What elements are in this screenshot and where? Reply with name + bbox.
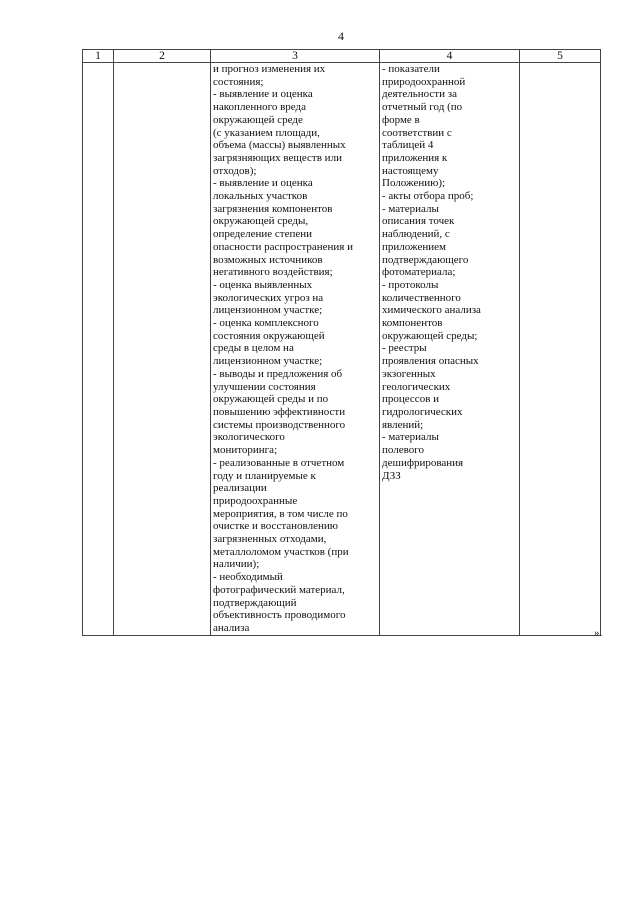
text-line: природоохранной — [382, 75, 466, 88]
cell-col-3 — [211, 63, 380, 636]
text-line: окружающей среды и по — [213, 393, 329, 406]
text-line: системы производственного — [213, 418, 346, 431]
text-line: наличии); — [213, 558, 260, 571]
text-line: реализации — [213, 482, 267, 495]
text-line: фотоматериала; — [382, 266, 456, 279]
header-col-1: 1 — [83, 50, 114, 63]
text-line: определение степени — [213, 228, 312, 241]
text-line: металлоломом участков (при — [213, 545, 349, 558]
text-line: гидрологических — [382, 405, 463, 418]
text-line: улучшении состояния — [213, 380, 316, 393]
text-line: окружающей среды; — [382, 329, 478, 342]
text-line: - материалы — [382, 202, 439, 215]
text-line: (с указанием площади, — [213, 126, 320, 139]
text-line: дешифрирования — [382, 456, 464, 469]
text-line: форме в — [382, 113, 420, 126]
text-line: - оценка выявленных — [213, 278, 313, 291]
text-line: ДЗЗ — [382, 469, 401, 482]
text-line: экологического — [213, 431, 285, 444]
text-line: - оценка комплексного — [213, 317, 319, 330]
text-line: мероприятия, в том числе по — [213, 507, 348, 520]
text-line: объема (массы) выявленных — [213, 139, 346, 152]
text-line: фотографический материал, — [213, 583, 345, 596]
text-line: состояния окружающей — [213, 329, 325, 342]
text-line: и прогноз изменения их — [213, 63, 326, 75]
text-line: геологических — [382, 380, 451, 393]
text-line: химического анализа — [382, 304, 481, 317]
text-line: подтверждающего — [382, 253, 469, 266]
text-line: - акты отбора проб; — [382, 190, 474, 203]
page-number: 4 — [338, 29, 344, 43]
text-line: окружающей среде — [213, 113, 303, 126]
text-line: накопленного вреда — [213, 101, 306, 114]
cell-col-5 — [520, 63, 601, 636]
text-line: процессов и — [382, 393, 440, 406]
text-line: явлений; — [382, 418, 424, 431]
text-line: опасности распространения и — [213, 240, 354, 253]
header-col-2: 2 — [114, 50, 211, 63]
text-line: лицензионном участке; — [213, 355, 323, 368]
text-line: полевого — [382, 444, 424, 457]
text-line: Положению); — [382, 177, 446, 190]
text-line: таблицей 4 — [382, 139, 434, 152]
text-line: загрязнения компонентов — [213, 202, 333, 215]
text-line: локальных участков — [213, 190, 308, 203]
text-line: - материалы — [382, 431, 439, 444]
text-line: отчетный год (по — [382, 101, 463, 114]
text-line: природоохранные — [213, 494, 298, 507]
text-line: очистке и восстановлению — [213, 520, 338, 533]
document-table — [82, 49, 601, 636]
text-line: экзогенных — [382, 367, 436, 380]
text-line: окружающей среды, — [213, 215, 309, 228]
text-line: наблюдений, с — [382, 228, 450, 241]
text-line: - реализованные в отчетном — [213, 456, 345, 469]
header-col-4: 4 — [380, 50, 520, 63]
cell-col-2 — [114, 63, 211, 636]
text-line: повышению эффективности — [213, 405, 346, 418]
cell-col-1 — [83, 63, 114, 636]
header-col-3: 3 — [211, 50, 380, 63]
text-line: количественного — [382, 291, 461, 304]
text-line: мониторинга; — [213, 444, 278, 457]
text-line: негативного воздействия; — [213, 266, 333, 279]
text-line: - показатели — [382, 63, 440, 75]
text-line: подтверждающий — [213, 596, 297, 609]
text-line: анализа — [213, 621, 250, 634]
text-line: возможных источников — [213, 253, 323, 266]
cell-col-4 — [380, 63, 520, 636]
text-line: - выявление и оценка — [213, 177, 313, 190]
text-line: лицензионном участке; — [213, 304, 323, 317]
text-line: - выявление и оценка — [213, 88, 313, 101]
table-header-row — [83, 50, 601, 63]
text-line: описания точек — [382, 215, 455, 228]
text-line: загрязняющих веществ или — [213, 151, 342, 164]
text-line: деятельности за — [382, 88, 457, 101]
text-line: загрязненных отходами, — [213, 533, 327, 546]
text-line: экологических угроз на — [213, 291, 324, 304]
text-line: приложением — [382, 240, 446, 253]
text-line: настоящему — [382, 164, 439, 177]
text-line: - необходимый — [213, 571, 283, 584]
text-line: соответствии с — [382, 126, 452, 139]
closing-quote: ». — [594, 627, 603, 639]
text-line: - выводы и предложения об — [213, 367, 343, 380]
text-line: состояния; — [213, 75, 264, 88]
text-line: - реестры — [382, 342, 427, 355]
text-line: объективность проводимого — [213, 609, 346, 622]
header-col-5: 5 — [520, 50, 601, 63]
text-line: проявления опасных — [382, 355, 479, 368]
text-line: приложения к — [382, 151, 448, 164]
table-row — [83, 63, 601, 636]
text-line: году и планируемые к — [213, 469, 316, 482]
text-line: среды в целом на — [213, 342, 294, 355]
text-line: отходов); — [213, 164, 257, 177]
text-line: компонентов — [382, 317, 443, 330]
text-line: - протоколы — [382, 278, 439, 291]
